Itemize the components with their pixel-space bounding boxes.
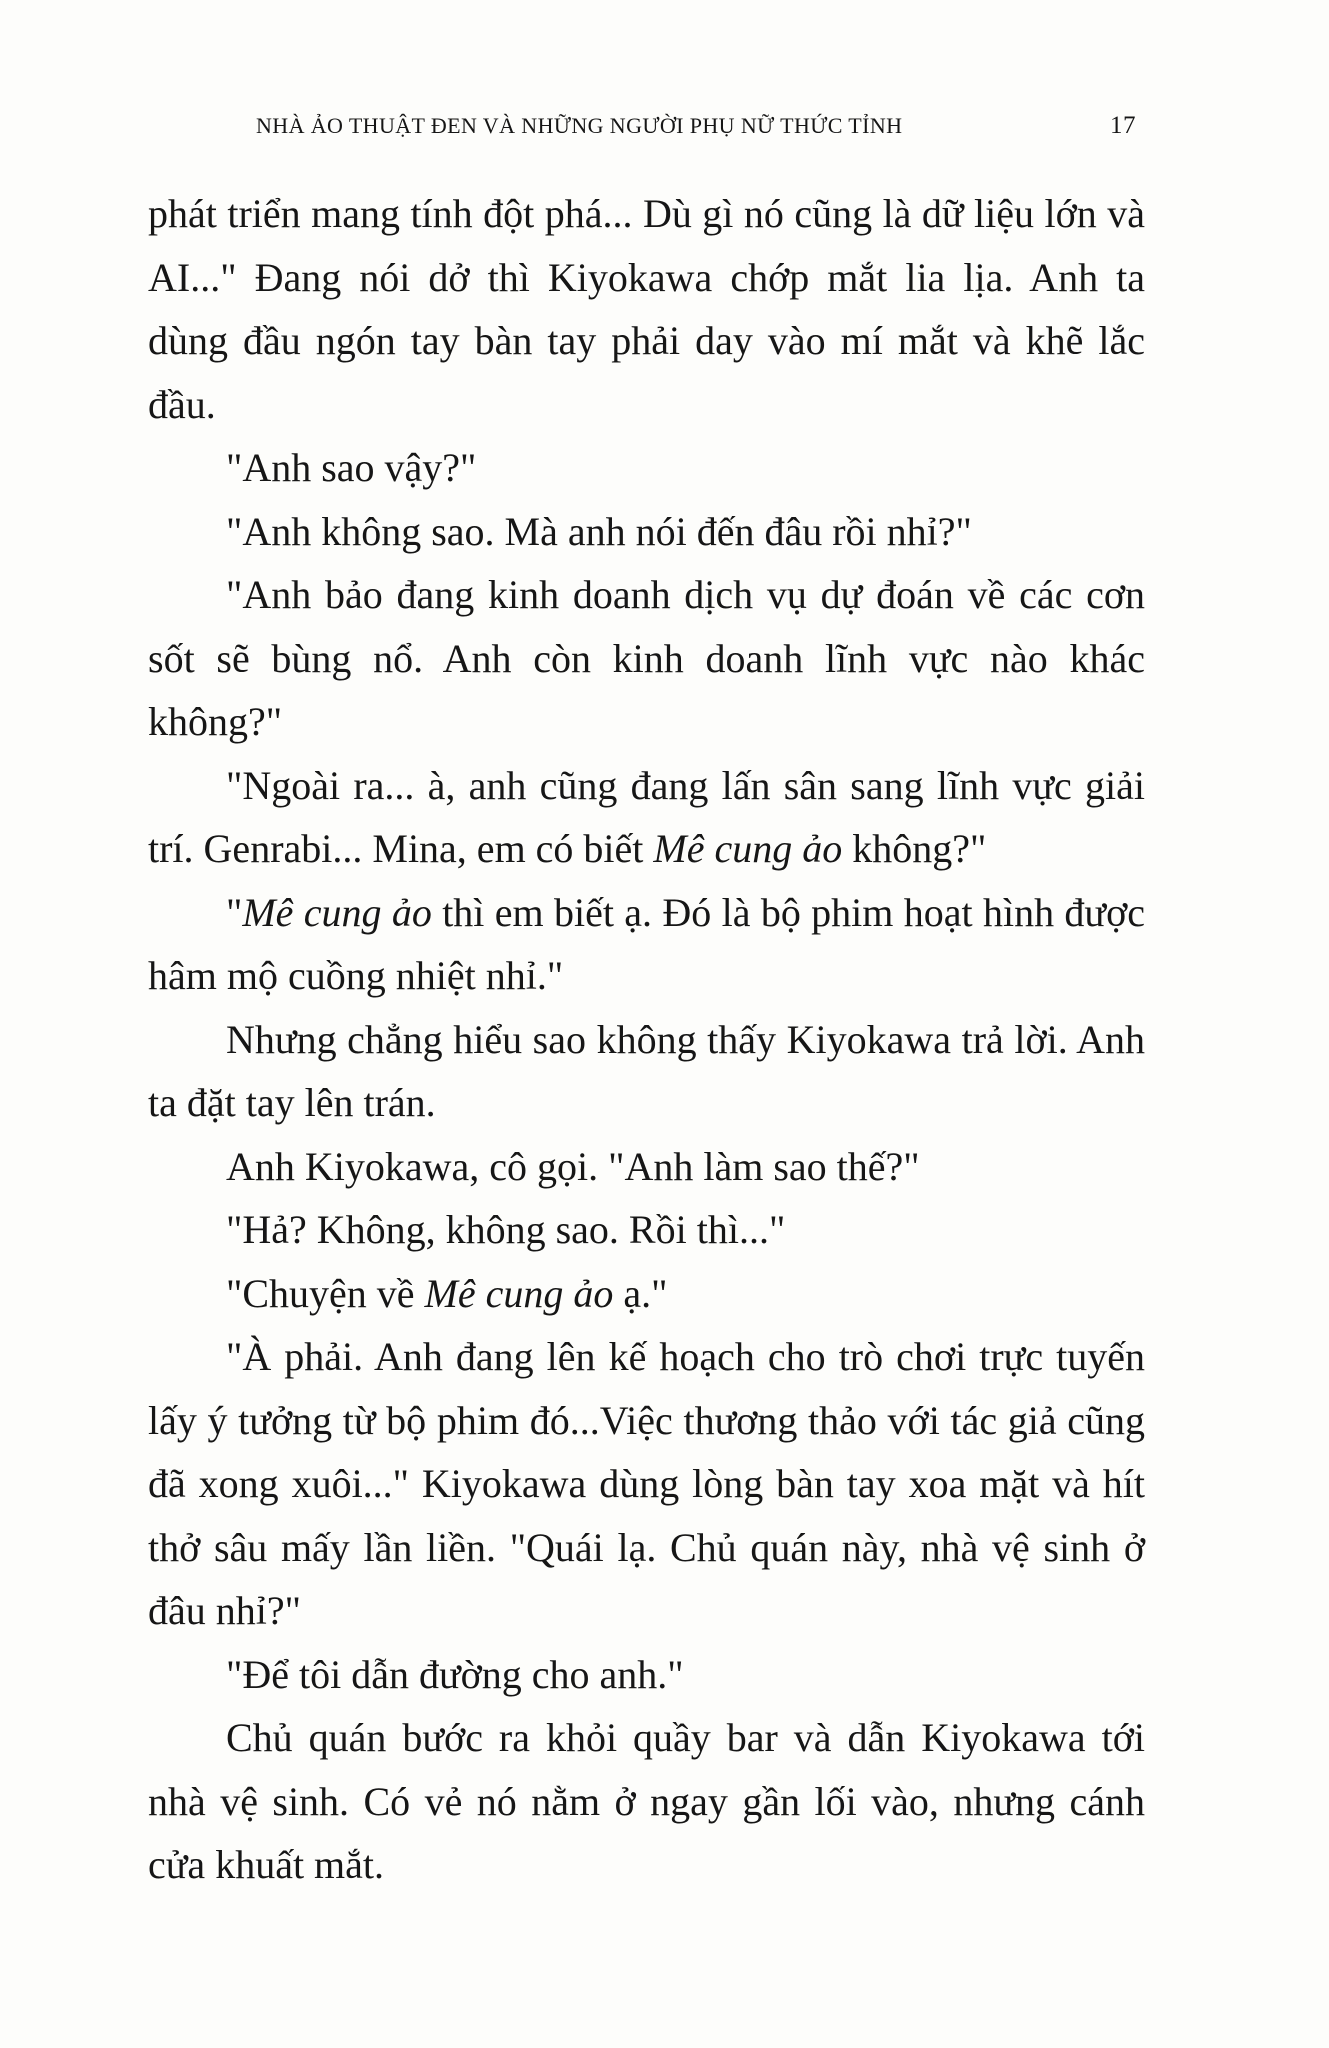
paragraph-text: ạ." [613,1270,668,1316]
paragraph-text: "Ngoài ra... à, anh cũng đang lấn sân sang lĩnh vực giải trí. Genrabi... Mina, em có biết [148,762,1145,871]
paragraph: "Để tôi dẫn đường cho anh." [226,1651,684,1697]
running-head [256,112,1136,140]
paragraph-text: không?" [842,826,987,871]
paragraph: Chủ quán bước ra khỏi quầy bar và dẫn Kiyokawa tới nhà vệ sinh. Có vẻ nó nằm ở ngay gần lối vào, nhưng cánh cửa khuất mắt. [148,1715,1145,1887]
paragraph [148,881,1145,1008]
paragraph: "Anh sao vậy?" [226,445,477,490]
paragraph: Nhưng chẳng hiểu sao không thấy Kiyokawa trả lời. Anh ta đặt tay lên trán. [148,1016,1145,1125]
page-number: 17 [1110,112,1136,139]
italic-title: Mê cung ảo [653,826,843,871]
paragraph-text: "Chuyện về [226,1270,425,1316]
italic-title: Mê cung ảo [424,1270,614,1316]
paragraph-text: thì em biết ạ. Đó là bộ phim hoạt hình được hâm mộ cuồng nhiệt nhỉ." [148,889,1145,998]
paragraph-continued: phát triển mang tính đột phá... Dù gì nó cũng là dữ liệu lớn và AI..." Đang nói dở thì Kiyokawa chớp mắt lia lịa. Anh ta dùng đầu ngón tay bàn tay phải day vào mí mắt và khẽ lắc đầu. [148,191,1145,427]
paragraph: "Anh bảo đang kinh doanh dịch vụ dự đoán về các cơn sốt sẽ bùng nổ. Anh còn kinh doanh lĩnh vực nào khác không?" [148,572,1145,744]
paragraph: "Anh không sao. Mà anh nói đến đâu rồi nhỉ?" [226,508,972,554]
paragraph: "À phải. Anh đang lên kế hoạch cho trò chơi trực tuyến lấy ý tưởng từ bộ phim đó...Việc thương thảo với tác giả cũng đã xong xuôi..." Kiyokawa dùng lòng bàn tay xoa mặt và hít thở sâu mấy lần liền. "Quái lạ. Chủ quán này, nhà vệ sinh ở đâu nhỉ?" [148,1334,1145,1633]
paragraph: Anh Kiyokawa, cô gọi. "Anh làm sao thế?" [226,1143,920,1189]
running-title: NHÀ ẢO THUẬT ĐEN VÀ NHỮNG NGƯỜI PHỤ NỮ THỨC TỈNH [256,113,903,138]
paragraph: "Hả? Không, không sao. Rồi thì..." [226,1207,786,1252]
paragraph [148,1262,1145,1326]
paragraph [148,754,1145,881]
paragraph-text: " [226,889,243,935]
body-text [148,182,1145,1897]
italic-title: Mê cung ảo [242,889,432,935]
